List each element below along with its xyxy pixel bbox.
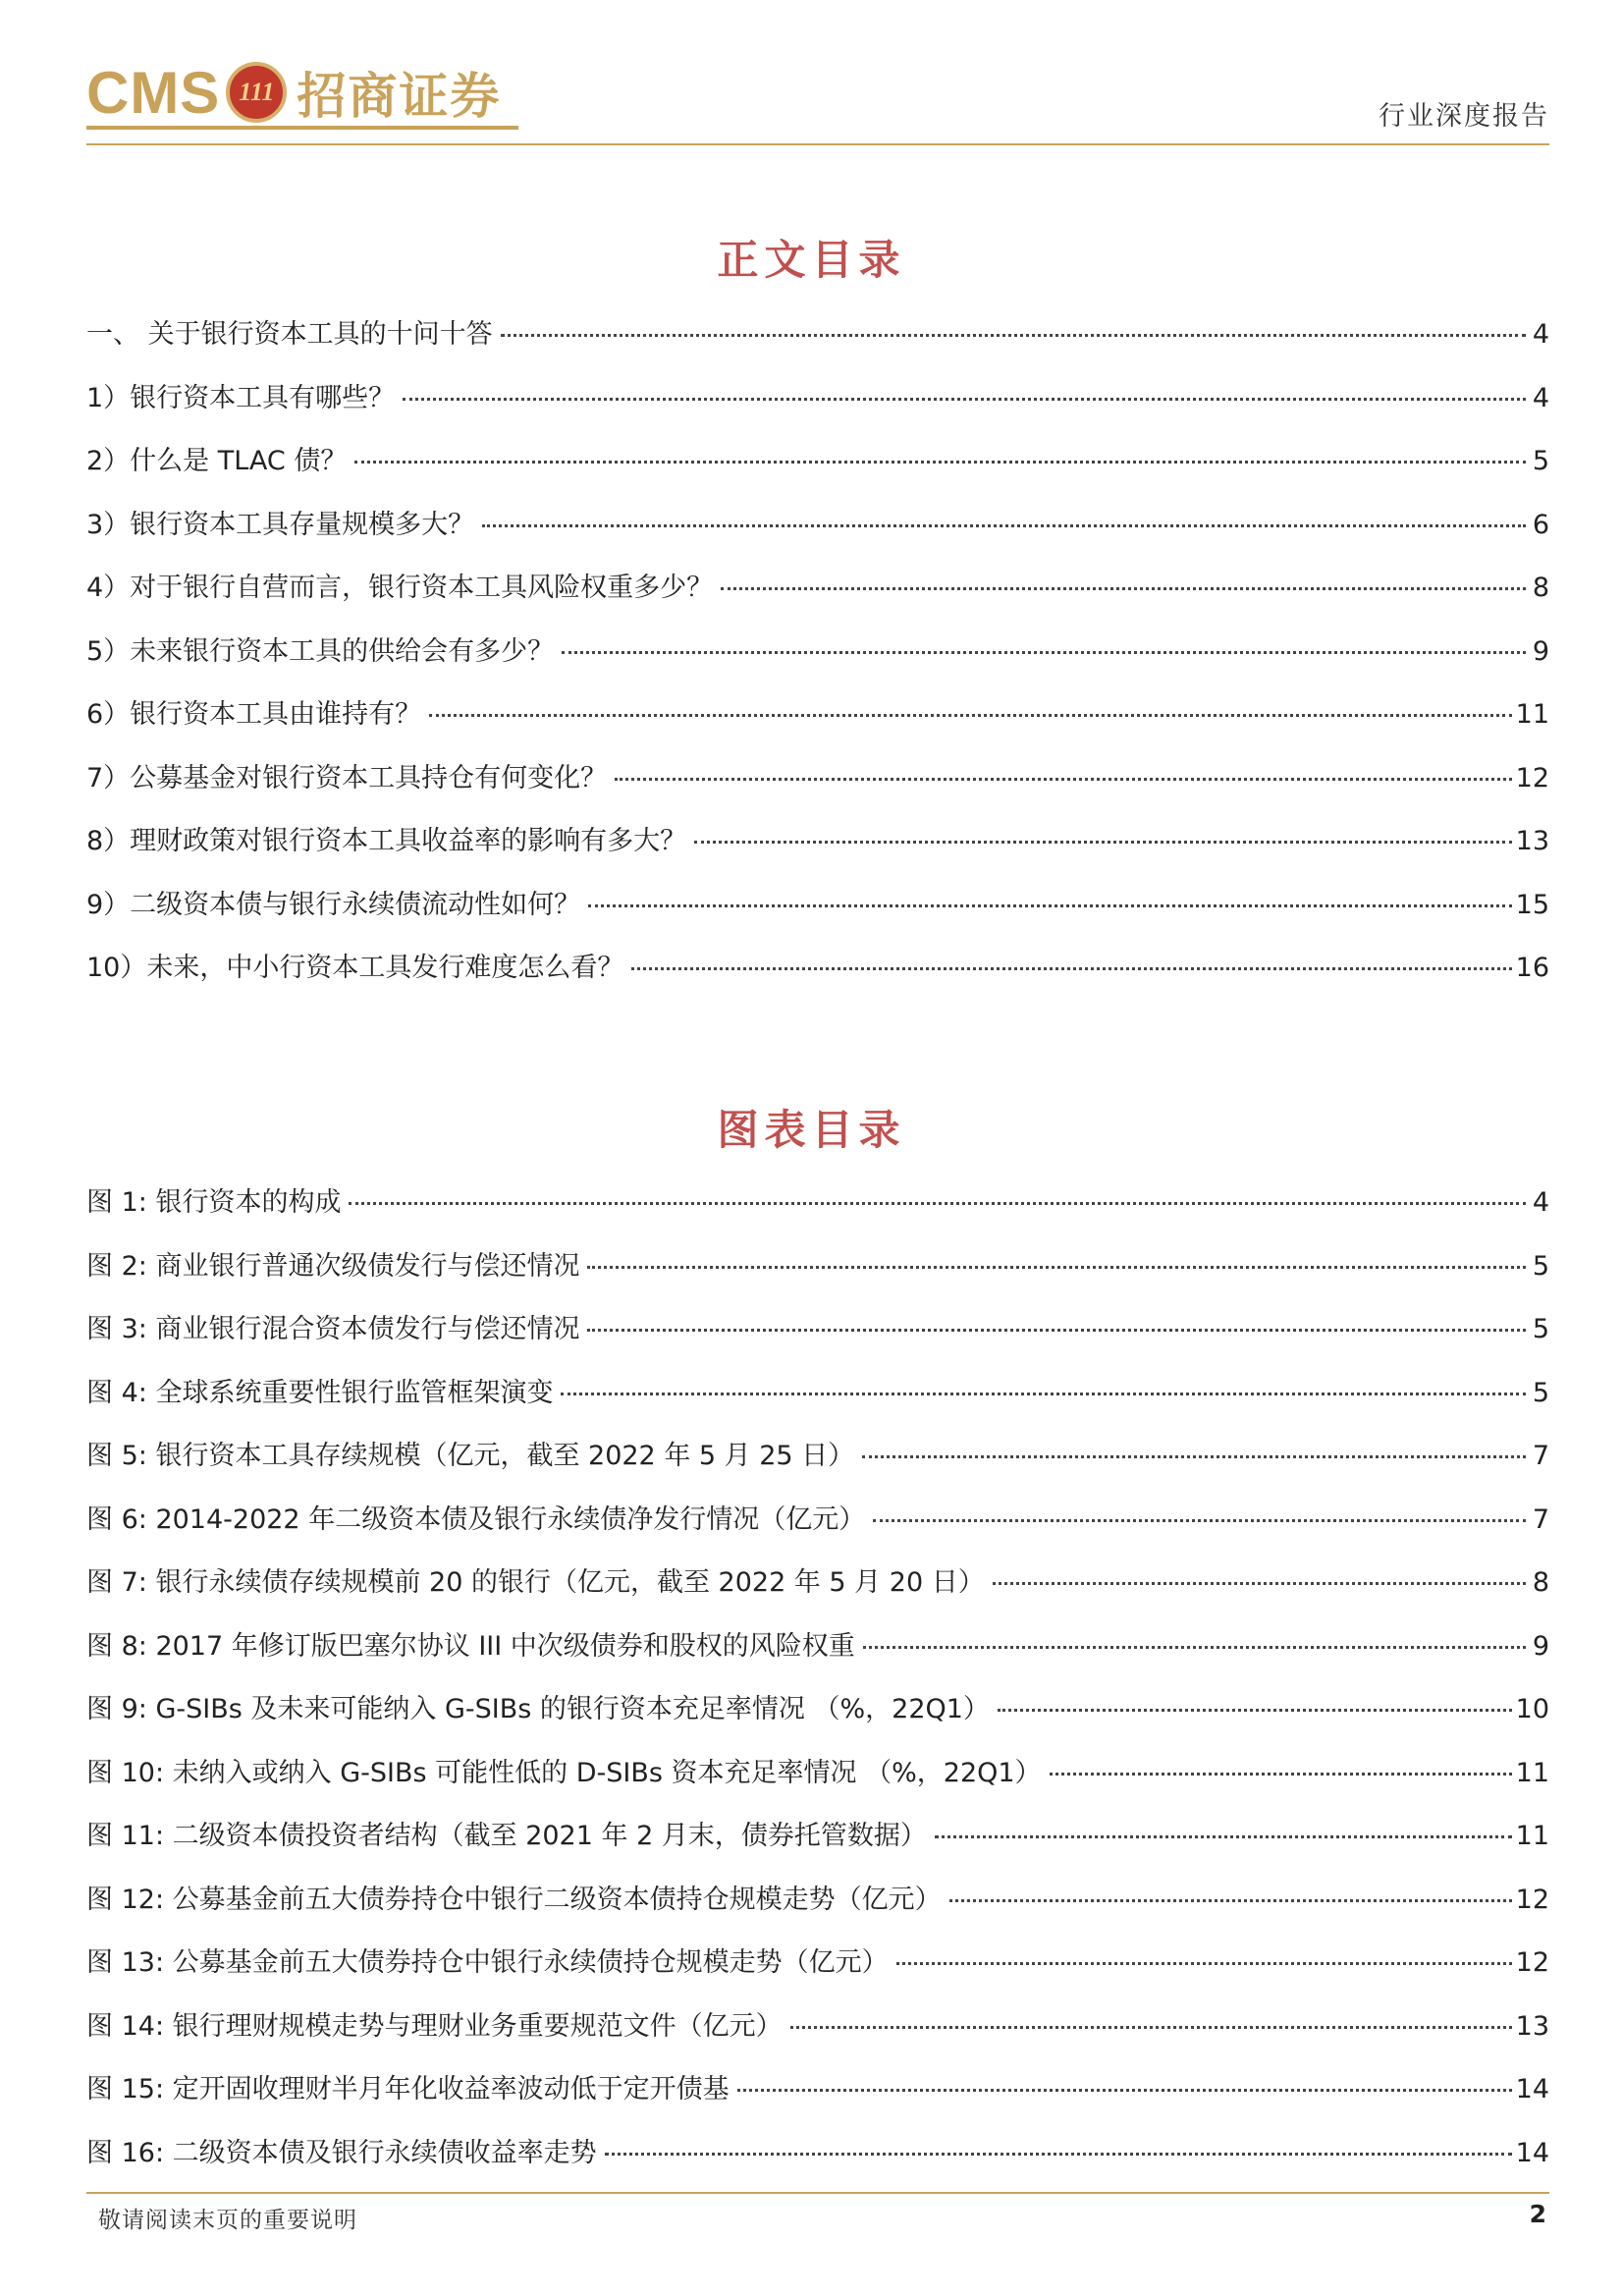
dot-leader xyxy=(354,461,1526,464)
dot-leader xyxy=(605,2153,1512,2156)
figure-toc-entry-label: 图 16: 二级资本债及银行永续债收益率走势 xyxy=(86,2137,597,2168)
dot-leader xyxy=(935,1835,1512,1838)
main-toc-entry[interactable] xyxy=(86,376,1549,440)
figure-toc-entry-label: 图 8: 2017 年修订版巴塞尔协议 III 中次级债券和股权的风险权重 xyxy=(86,1630,855,1662)
figure-toc-entry-page: 7 xyxy=(1532,1503,1549,1535)
main-toc-entry-label: 7）公募基金对银行资本工具持仓有何变化？ xyxy=(86,762,608,793)
dot-leader xyxy=(998,1709,1512,1712)
page-header xyxy=(86,57,1549,147)
logo-cms-text: CMS xyxy=(86,59,221,126)
figure-toc-entry-page: 14 xyxy=(1515,2074,1549,2105)
main-toc-entry-page: 6 xyxy=(1532,509,1549,540)
figure-toc-entry-label: 图 9: G-SIBs 及未来可能纳入 G-SIBs 的银行资本充足率情况 （%，22Q1） xyxy=(86,1694,990,1724)
dot-leader xyxy=(737,2089,1512,2092)
figure-toc-entry[interactable] xyxy=(86,1498,1549,1561)
main-toc-entry-page: 16 xyxy=(1515,953,1549,983)
main-toc-entry-page: 15 xyxy=(1515,889,1549,920)
dot-leader xyxy=(403,398,1526,401)
figure-toc-entry-page: 4 xyxy=(1532,1187,1549,1218)
main-toc-entry[interactable] xyxy=(86,819,1549,883)
figure-toc-entry-label: 图 12: 公募基金前五大债券持仓中银行二级资本债持仓规模走势（亿元） xyxy=(86,1884,942,1915)
page-number: 2 xyxy=(1529,2200,1546,2228)
figure-toc-entry-page: 12 xyxy=(1515,1947,1549,1978)
figure-toc-entry-page: 12 xyxy=(1515,1884,1549,1915)
figure-toc-entry[interactable] xyxy=(86,1371,1549,1435)
figure-toc-entry-page: 5 xyxy=(1532,1377,1549,1408)
main-toc-entry-label: 1）银行资本工具有哪些？ xyxy=(86,382,396,413)
figure-toc-entry-page: 11 xyxy=(1515,1821,1549,1851)
dot-leader xyxy=(501,334,1526,337)
dot-leader xyxy=(790,2026,1512,2029)
dot-leader xyxy=(429,714,1511,717)
dot-leader xyxy=(873,1519,1526,1522)
figure-toc-entry[interactable] xyxy=(86,2004,1549,2068)
footer-divider xyxy=(86,2192,1549,2194)
dot-leader xyxy=(993,1582,1526,1585)
main-toc-entry-page: 13 xyxy=(1515,826,1549,856)
figure-toc-entry-page: 10 xyxy=(1515,1694,1549,1724)
main-toc-entry[interactable] xyxy=(86,692,1549,756)
figure-toc-entry[interactable] xyxy=(86,1814,1549,1878)
figure-toc-entry[interactable] xyxy=(86,1434,1549,1498)
main-toc-entry[interactable] xyxy=(86,629,1549,693)
figure-toc-entry-label: 图 11: 二级资本债投资者结构（截至 2021 年 2 月末，债券托管数据） xyxy=(86,1821,927,1851)
figure-toc-entry-label: 图 1: 银行资本的构成 xyxy=(86,1187,342,1218)
main-toc-entry-label: 4）对于银行自营而言，银行资本工具风险权重多少？ xyxy=(86,573,714,603)
main-toc-entry-label: 9）二级资本债与银行永续债流动性如何？ xyxy=(86,889,581,920)
footer-disclaimer: 敬请阅读末页的重要说明 xyxy=(98,2208,357,2233)
figure-toc-entry-label: 图 5: 银行资本工具存续规模（亿元，截至 2022 年 5 月 25 日） xyxy=(86,1441,855,1471)
main-toc-entry-label: 10）未来，中小行资本工具发行难度怎么看？ xyxy=(86,953,624,983)
main-toc-entry-page: 8 xyxy=(1532,573,1549,603)
dot-leader xyxy=(587,1266,1526,1269)
main-toc-entry-page: 9 xyxy=(1532,635,1549,667)
main-toc-entry-page: 4 xyxy=(1532,319,1549,350)
figure-toc-entry-page: 8 xyxy=(1532,1567,1549,1598)
main-toc-entry[interactable] xyxy=(86,756,1549,820)
dot-leader xyxy=(862,1455,1526,1458)
figure-toc-entry-page: 14 xyxy=(1515,2137,1549,2168)
main-toc-entry-label: 2）什么是 TLAC 债？ xyxy=(86,446,348,476)
dot-leader xyxy=(562,651,1526,654)
figure-toc-list xyxy=(86,1180,1549,2194)
main-toc-entry[interactable] xyxy=(86,883,1549,947)
figure-toc-entry-page: 9 xyxy=(1532,1630,1549,1662)
dot-leader xyxy=(1050,1773,1512,1776)
main-toc-entry-label: 5）未来银行资本工具的供给会有多少？ xyxy=(86,635,555,667)
figure-toc-entry-label: 图 13: 公募基金前五大债券持仓中银行永续债持仓规模走势（亿元） xyxy=(86,1947,889,1978)
main-toc-entry-label: 8）理财政策对银行资本工具收益率的影响有多大？ xyxy=(86,826,687,856)
figure-toc-entry-page: 5 xyxy=(1532,1314,1549,1344)
main-toc-entry[interactable] xyxy=(86,312,1549,376)
figure-toc-entry[interactable] xyxy=(86,1307,1549,1371)
main-toc-entry-label: 3）银行资本工具存量规模多大？ xyxy=(86,509,475,540)
dot-leader xyxy=(615,778,1511,781)
figure-toc-entry[interactable] xyxy=(86,1624,1549,1688)
figure-toc-title: 图表目录 xyxy=(717,1106,906,1154)
figure-toc-entry[interactable] xyxy=(86,1244,1549,1308)
main-toc-entry[interactable] xyxy=(86,503,1549,567)
figure-toc-entry-label: 图 6: 2014-2022 年二级资本债及银行永续债净发行情况（亿元） xyxy=(86,1503,866,1535)
figure-toc-entry-label: 图 10: 未纳入或纳入 G-SIBs 可能性低的 D-SIBs 资本充足率情况 （%，22Q1） xyxy=(86,1757,1042,1788)
dot-leader xyxy=(631,967,1511,970)
logo-underline xyxy=(86,126,518,130)
figure-toc-entry-label: 图 7: 银行永续债存续规模前 20 的银行（亿元，截至 2022 年 5 月 20 日） xyxy=(86,1567,985,1598)
figure-toc-entry[interactable] xyxy=(86,1751,1549,1815)
figure-toc-entry[interactable] xyxy=(86,1878,1549,1941)
figure-toc-entry-label: 图 14: 银行理财规模走势与理财业务重要规范文件（亿元） xyxy=(86,2010,783,2042)
dot-leader xyxy=(896,1962,1512,1965)
dot-leader xyxy=(863,1646,1526,1649)
main-toc-entry[interactable] xyxy=(86,946,1549,1010)
figure-toc-entry[interactable] xyxy=(86,1180,1549,1244)
dot-leader xyxy=(721,587,1526,590)
dot-leader xyxy=(482,524,1526,527)
figure-toc-entry-label: 图 3: 商业银行混合资本债发行与偿还情况 xyxy=(86,1314,580,1344)
main-toc-entry-page: 4 xyxy=(1532,382,1549,413)
figure-toc-entry-page: 5 xyxy=(1532,1250,1549,1282)
main-toc-entry-page: 12 xyxy=(1515,762,1549,793)
figure-toc-entry[interactable] xyxy=(86,2067,1549,2131)
figure-toc-entry-label: 图 2: 商业银行普通次级债发行与偿还情况 xyxy=(86,1250,580,1282)
dot-leader xyxy=(588,904,1511,907)
logo-cn-text: 招商证券 xyxy=(297,68,502,125)
cms-logo xyxy=(86,57,501,128)
figure-toc-entry-page: 11 xyxy=(1515,1757,1549,1788)
header-divider xyxy=(86,143,1549,145)
main-toc-entry[interactable] xyxy=(86,566,1549,629)
figure-toc-entry-label: 图 15: 定开固收理财半月年化收益率波动低于定开债基 xyxy=(86,2074,730,2105)
dot-leader xyxy=(561,1393,1526,1395)
figure-toc-entry-page: 7 xyxy=(1532,1441,1549,1471)
figure-toc-entry-page: 13 xyxy=(1515,2010,1549,2042)
dot-leader xyxy=(587,1329,1526,1332)
main-toc-entry-label: 一、 关于银行资本工具的十问十答 xyxy=(86,319,493,350)
dot-leader xyxy=(349,1202,1526,1205)
dot-leader xyxy=(949,1899,1512,1902)
main-toc-entry[interactable] xyxy=(86,439,1549,503)
main-toc-entry-page: 5 xyxy=(1532,446,1549,476)
main-toc-list xyxy=(86,312,1549,1010)
figure-toc-entry[interactable] xyxy=(86,2131,1549,2195)
report-type: 行业深度报告 xyxy=(1379,101,1549,132)
figure-toc-entry[interactable] xyxy=(86,1560,1549,1624)
main-toc-entry-page: 11 xyxy=(1515,699,1549,730)
main-toc-title: 正文目录 xyxy=(717,236,906,284)
logo-emblem-icon: 111 xyxy=(226,62,287,123)
figure-toc-entry[interactable] xyxy=(86,1941,1549,2004)
figure-toc-entry-label: 图 4: 全球系统重要性银行监管框架演变 xyxy=(86,1377,554,1408)
dot-leader xyxy=(694,841,1511,844)
figure-toc-entry[interactable] xyxy=(86,1687,1549,1751)
main-toc-entry-label: 6）银行资本工具由谁持有？ xyxy=(86,699,422,730)
